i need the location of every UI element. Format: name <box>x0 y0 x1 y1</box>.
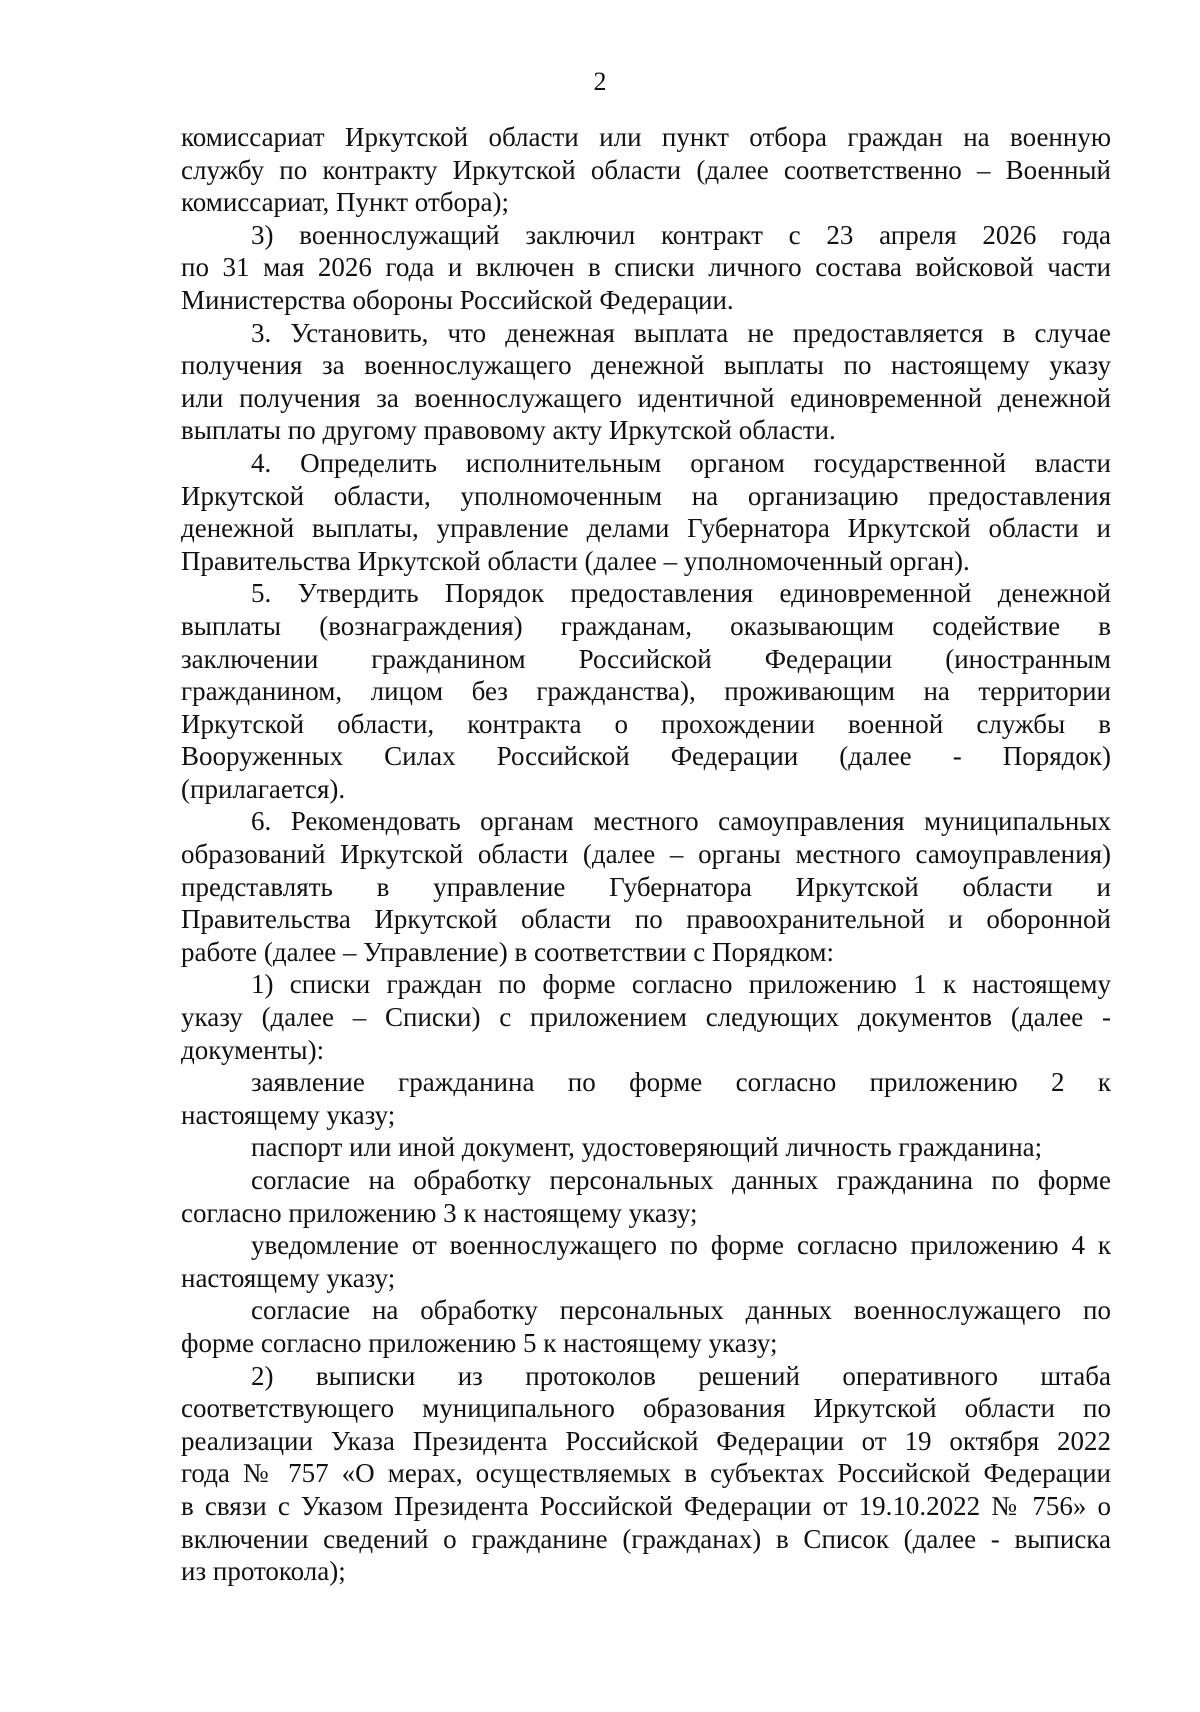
text-line: 3) военнослужащий заключил контракт с 23 апреля 2026 года <box>251 219 1111 250</box>
text-line: года № 757 «О мерах, осуществляемых в субъектах Российской Федерации <box>181 1458 1111 1489</box>
paragraph <box>181 968 1111 1066</box>
document-body <box>181 121 1111 1588</box>
paragraph <box>181 577 1111 805</box>
text-line: получения за военнослужащего денежной выплаты по настоящему указу <box>181 350 1111 381</box>
text-line: 4. Определить исполнительным органом государственной власти <box>251 447 1111 478</box>
text-line: представлять в управление Губернатора Иркутской области и <box>181 871 1111 902</box>
text-line: настоящему указу; <box>181 1262 396 1293</box>
paragraph <box>181 447 1111 577</box>
text-line: гражданином, лицом без гражданства), проживающим на территории <box>181 676 1111 707</box>
text-line: Вооруженных Силах Российской Федерации (далее - Порядок) <box>181 741 1111 772</box>
text-line: Правительства Иркутской области (далее – уполномоченный орган). <box>181 545 970 576</box>
text-line: работе (далее – Управление) в соответствии с Порядком: <box>181 936 834 967</box>
text-line: выплаты по другому правовому акту Иркутской области. <box>181 415 836 446</box>
text-line: уведомление от военнослужащего по форме согласно приложению 4 к <box>251 1230 1111 1261</box>
text-line: настоящему указу; <box>181 1099 396 1130</box>
text-line: (прилагается). <box>181 773 346 804</box>
paragraph <box>181 1066 1111 1131</box>
paragraph <box>181 1294 1111 1359</box>
text-line: комиссариат Иркутской области или пункт отбора граждан на военную <box>181 122 1111 152</box>
text-line: Иркутской области, уполномоченным на организацию предоставления <box>181 480 1111 511</box>
text-line: заявление гражданина по форме согласно приложению 2 к <box>251 1067 1111 1098</box>
paragraph <box>181 1229 1111 1294</box>
paragraph <box>181 317 1111 447</box>
text-line: согласие на обработку персональных данных военнослужащего по <box>251 1295 1111 1326</box>
text-line: форме согласно приложению 5 к настоящему указу; <box>181 1327 778 1358</box>
text-line: 6. Рекомендовать органам местного самоуправления муниципальных <box>251 806 1111 837</box>
text-line: Министерства обороны Российской Федерации. <box>181 284 734 315</box>
paragraph <box>181 219 1111 317</box>
text-line: согласие на обработку персональных данных гражданина по форме <box>251 1165 1111 1195</box>
text-line: выплаты (вознаграждения) гражданам, оказывающим содействие в <box>181 610 1111 641</box>
text-line: заключении гражданином Российской Федерации (иностранным <box>181 643 1111 674</box>
paragraph <box>181 1131 1111 1164</box>
text-line: документы): <box>181 1034 325 1065</box>
text-line: Иркутской области, контракта о прохождении военной службы в <box>181 708 1111 739</box>
text-line: из протокола); <box>181 1556 346 1587</box>
text-line: 3. Установить, что денежная выплата не предоставляется в случае <box>251 317 1111 348</box>
text-line: комиссариат, Пункт отбора); <box>181 187 509 218</box>
text-line: денежной выплаты, управление делами Губернатора Иркутской области и <box>181 513 1111 544</box>
text-line: 5. Утвердить Порядок предоставления единовременной денежной <box>251 578 1111 609</box>
text-line: Правительства Иркутской области по правоохранительной и оборонной <box>181 904 1111 935</box>
page-number: 2 <box>593 67 607 96</box>
text-line: 1) списки граждан по форме согласно приложению 1 к настоящему <box>251 969 1111 1000</box>
text-line: в связи с Указом Президента Российской Федерации от 19.10.2022 № 756» о <box>181 1490 1111 1521</box>
text-line: указу (далее – Списки) с приложением следующих документов (далее - <box>181 1002 1111 1033</box>
text-line: 2) выписки из протоколов решений оперативного штаба <box>251 1360 1111 1391</box>
paragraph <box>181 1360 1111 1588</box>
text-line: или получения за военнослужащего идентичной единовременной денежной <box>181 382 1111 413</box>
text-line: включении сведений о гражданине (гражданах) в Список (далее - выписка <box>181 1523 1111 1554</box>
paragraph <box>181 805 1111 968</box>
text-line: соответствующего муниципального образования Иркутской области по <box>181 1393 1111 1424</box>
paragraph <box>181 121 1111 219</box>
paragraph <box>181 1164 1111 1229</box>
text-line: согласно приложению 3 к настоящему указу; <box>181 1197 698 1228</box>
text-line: паспорт или иной документ, удостоверяющий личность гражданина; <box>251 1132 1043 1163</box>
text-line: службу по контракту Иркутской области (далее соответственно – Военный <box>181 154 1111 185</box>
text-line: образований Иркутской области (далее – органы местного самоуправления) <box>181 839 1111 870</box>
text-line: реализации Указа Президента Российской Федерации от 19 октября 2022 <box>181 1425 1111 1456</box>
text-line: по 31 мая 2026 года и включен в списки личного состава войсковой части <box>181 252 1111 283</box>
